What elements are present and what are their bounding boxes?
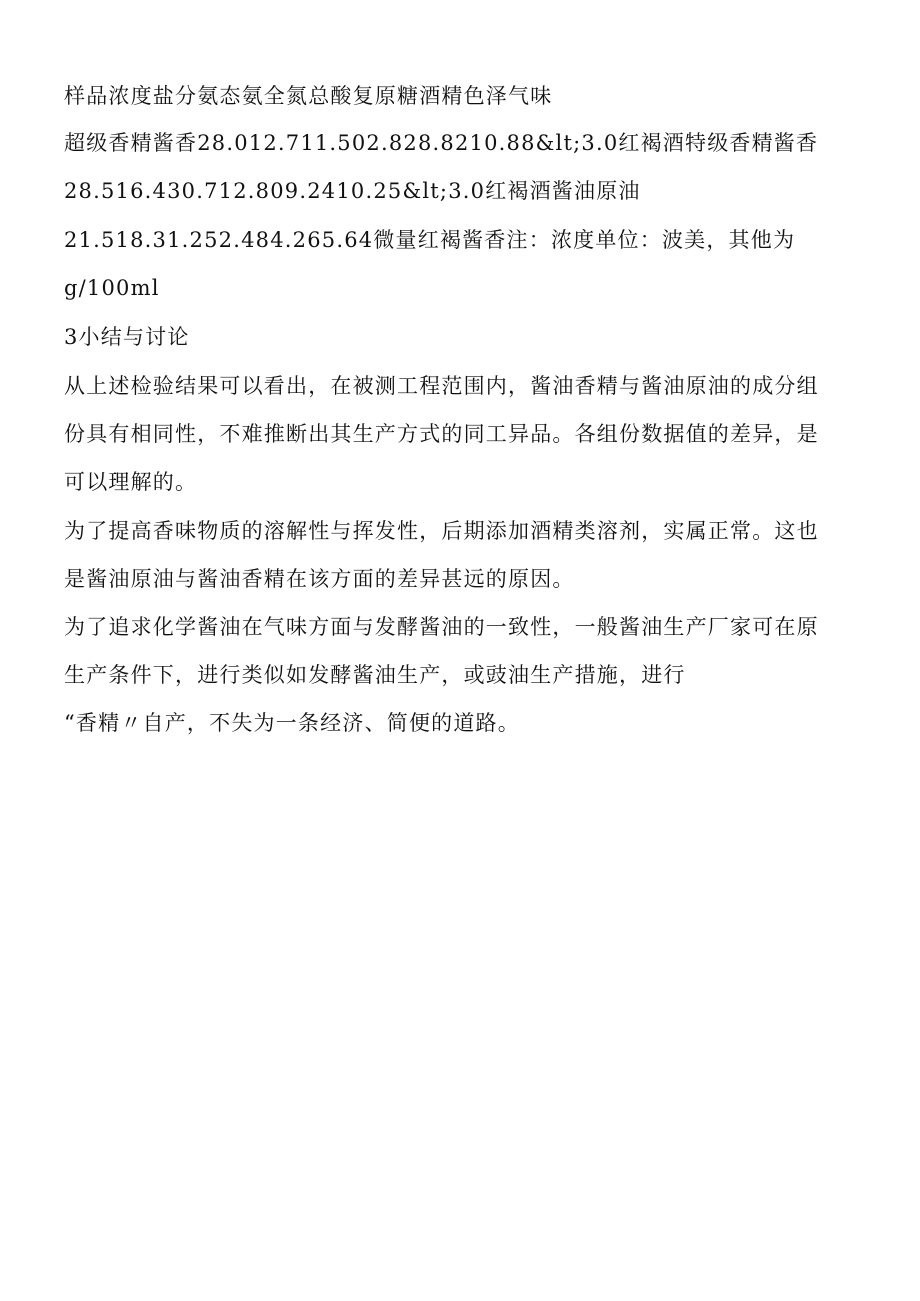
table-header-line: 样品浓度盐分氨态氨全氮总酸复原糖酒精色泽气味	[64, 84, 553, 108]
unit-note: g/100ml	[64, 276, 160, 300]
table-row-super-flavor: 超级香精酱香28.012.711.502.828.8210.88&lt;3.0红褐酒特级香精酱香	[64, 131, 819, 155]
paragraph-1-line-1: 从上述检验结果可以看出，在被测工程范围内，酱油香精与酱油原油的成分组	[64, 374, 819, 398]
paragraph-1-line-2: 份具有相同性，不难推断出其生产方式的同工异品。各组份数据值的差异，是	[64, 422, 819, 446]
table-row-special-flavor: 28.516.430.712.809.2410.25&lt;3.0红褐酒酱油原油	[64, 179, 641, 203]
section-heading: 3小结与讨论	[64, 325, 190, 349]
paragraph-3-line-2: 生产条件下，进行类似如发酵酱油生产，或豉油生产措施，进行	[64, 663, 686, 687]
paragraph-2-line-2: 是酱油原油与酱油香精在该方面的差异甚远的原因。	[64, 567, 575, 591]
paragraph-2-line-1: 为了提高香味物质的溶解性与挥发性，后期添加酒精类溶剂，实属正常。这也	[64, 519, 819, 543]
paragraph-3-line-1: 为了追求化学酱油在气味方面与发酵酱油的一致性，一般酱油生产厂家可在原	[64, 615, 819, 639]
table-row-raw-soy: 21.518.31.252.484.265.64微量红褐酱香注：浓度单位：波美，其他为	[64, 228, 796, 252]
paragraph-3-line-3: “香精〃自产，不失为一条经济、简便的道路。	[64, 711, 520, 735]
paragraph-1-line-3: 可以理解的。	[64, 470, 198, 494]
